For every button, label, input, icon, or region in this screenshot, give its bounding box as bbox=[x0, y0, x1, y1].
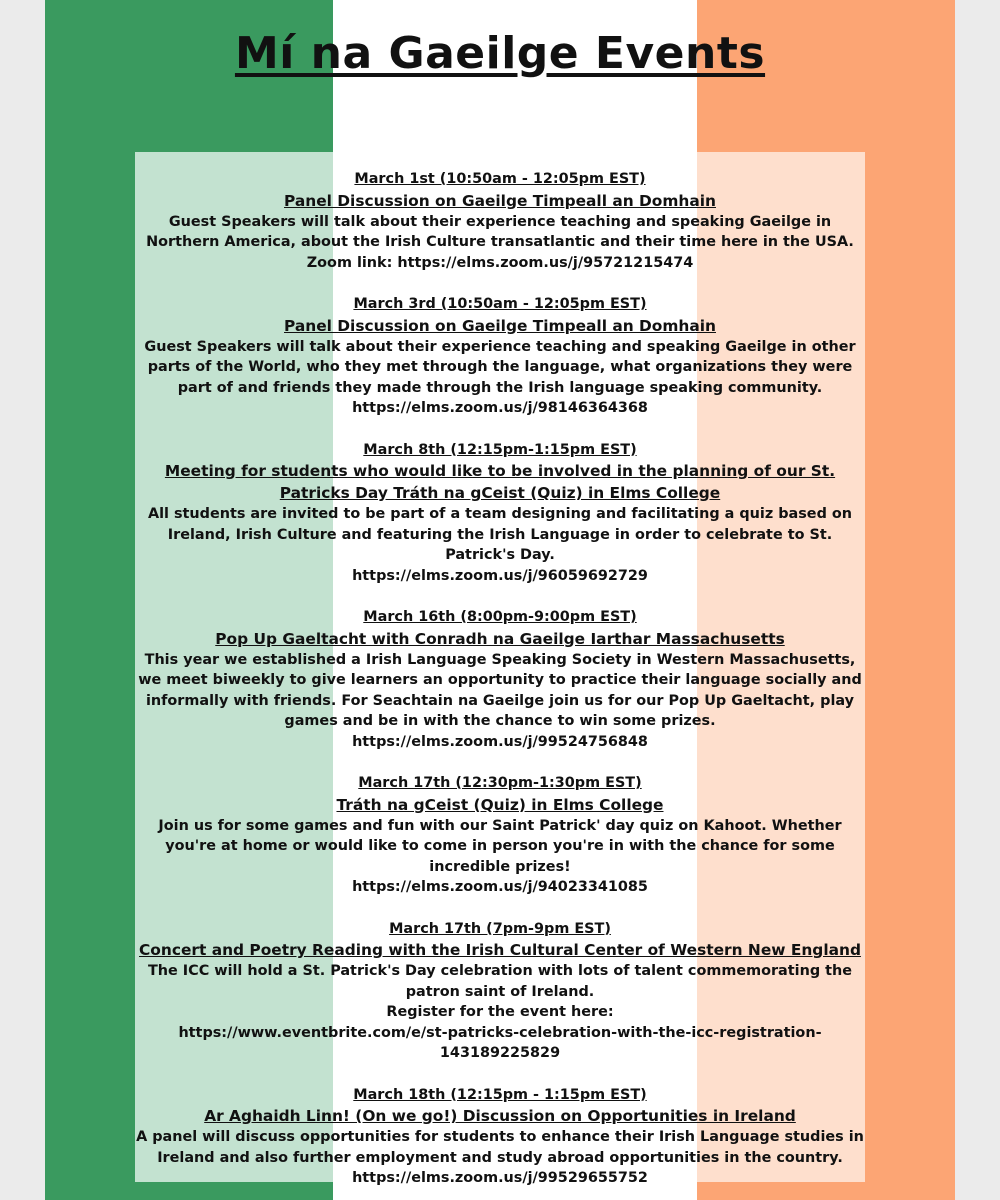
event-name: Panel Discussion on Gaeilge Timpeall an Domhain bbox=[284, 191, 716, 210]
events-panel bbox=[135, 152, 865, 1186]
event-date: March 8th (12:15pm-1:15pm EST) bbox=[363, 441, 637, 458]
event-link[interactable]: https://elms.zoom.us/j/99529655752 bbox=[352, 1170, 648, 1186]
event-description: The ICC will hold a St. Patrick's Day celebration with lots of talent commemorating the patron saint of Ireland. bbox=[147, 963, 853, 1000]
event-date: March 17th (12:30pm-1:30pm EST) bbox=[358, 775, 642, 791]
event-item bbox=[135, 919, 865, 1064]
event-name: Ar Aghaidh Linn! (On we go!) Discussion on Opportunities in Ireland bbox=[204, 1107, 796, 1125]
event-date: March 16th (8:00pm-9:00pm EST) bbox=[363, 609, 637, 625]
page-title: Mí na Gaeilge Events bbox=[234, 28, 766, 79]
event-link[interactable]: https://elms.zoom.us/j/99524756848 bbox=[352, 733, 648, 750]
event-item bbox=[135, 294, 865, 419]
event-description: Join us for some games and fun with our Saint Patrick' day quiz on Kahoot. Whether you're at home or would like to come in person you're in with the chance for some incredible prizes! bbox=[158, 817, 842, 875]
event-description: Guest Speakers will talk about their experience teaching and speaking Gaeilge in other parts of the World, who they met through the language, what organizations they were part of and friends they made through the Irish language speaking community. bbox=[144, 338, 856, 396]
event-description: A panel will discuss opportunities for students to enhance their Irish Language studies in Ireland and also further employment and study abroad opportunities in the country. bbox=[136, 1129, 864, 1166]
event-description: All students are invited to be part of a team designing and facilitating a quiz based on Ireland, Irish Culture and featuring the Irish Language in order to celebrate to St. Patrick's Day. bbox=[147, 506, 853, 563]
event-item bbox=[135, 169, 865, 273]
event-item bbox=[135, 440, 865, 587]
event-name: Pop Up Gaeltacht with Conradh na Gaeilge Iarthar Massachusetts bbox=[215, 629, 785, 648]
event-item bbox=[135, 607, 865, 752]
event-date: March 3rd (10:50am - 12:05pm EST) bbox=[353, 296, 647, 312]
event-description: Guest Speakers will talk about their experience teaching and speaking Gaeilge in Northern America, about the Irish Culture transatlantic and their time here in the USA. bbox=[146, 213, 854, 250]
event-description: This year we established a Irish Language Speaking Society in Western Massachusetts, we meet biweekly to give learners an opportunity to practice their language socially and informally with friends. For Seachtain na Gaeilge join us for our Pop Up Gaeltacht, play games and be in with the chance to win some prizes. bbox=[138, 651, 862, 729]
event-name: Panel Discussion on Gaeilge Timpeall an Domhain bbox=[284, 316, 716, 335]
event-date: March 18th (12:15pm - 1:15pm EST) bbox=[353, 1086, 647, 1103]
event-item bbox=[135, 1085, 865, 1189]
event-link[interactable]: https://www.eventbrite.com/e/st-patricks-celebration-with-the-icc-registration-143189225829 bbox=[178, 1024, 822, 1061]
event-register-label: Register for the event here: bbox=[386, 1004, 614, 1020]
event-link[interactable]: https://elms.zoom.us/j/96059692729 bbox=[352, 567, 648, 584]
event-item bbox=[135, 773, 865, 898]
event-name: Tráth na gCeist (Quiz) in Elms College bbox=[336, 795, 664, 814]
event-poster bbox=[45, 0, 955, 1200]
event-date: March 17th (7pm-9pm EST) bbox=[389, 920, 611, 937]
event-name: Concert and Poetry Reading with the Irish Cultural Center of Western New England bbox=[139, 941, 861, 959]
event-date: March 1st (10:50am - 12:05pm EST) bbox=[354, 171, 646, 187]
event-name: Meeting for students who would like to be involved in the planning of our St. Patricks Day Tráth na gCeist (Quiz) in Elms College bbox=[164, 462, 836, 502]
event-link[interactable]: https://elms.zoom.us/j/98146364368 bbox=[352, 400, 648, 416]
event-link[interactable]: https://elms.zoom.us/j/94023341085 bbox=[352, 879, 648, 895]
event-list bbox=[135, 169, 865, 1189]
event-link[interactable]: Zoom link: https://elms.zoom.us/j/95721215474 bbox=[306, 254, 694, 271]
